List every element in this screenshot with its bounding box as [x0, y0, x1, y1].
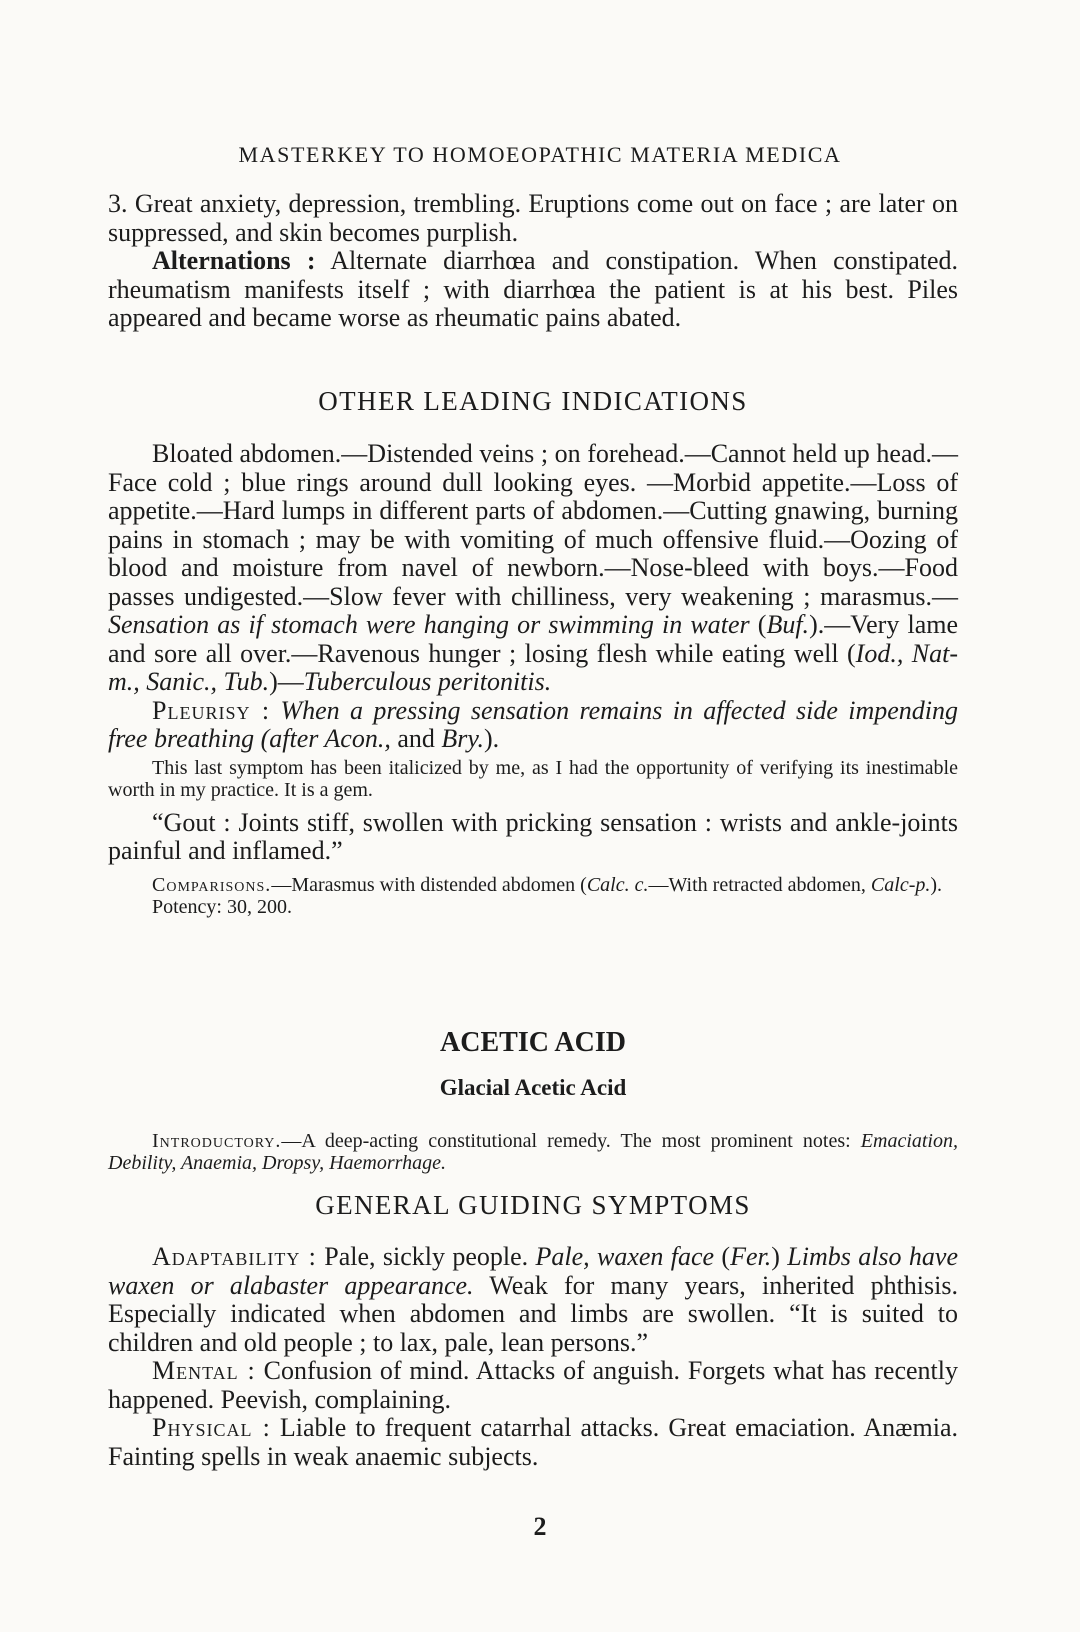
pleurisy-text-2: ).: [483, 724, 500, 753]
section-general-symptoms: [108, 1243, 958, 1471]
remedy-subtitle: Glacial Acetic Acid: [439, 1075, 627, 1100]
adaptability-italic-2: Fer.: [730, 1242, 772, 1271]
introductory-italic: Emaciation, Debility, Anaemia, Dropsy, Haemorrhage.: [108, 1130, 958, 1174]
page-number: 2: [533, 1512, 547, 1541]
adaptability-text-2: (: [714, 1242, 731, 1271]
introductory-paragraph: [108, 1130, 958, 1174]
adaptability-text-3: ): [771, 1242, 788, 1271]
physical-text: Liable to frequent catarrhal attacks. Great emaciation. Anæmia. Fainting spells in weak anaemic subjects.: [108, 1413, 958, 1471]
comparisons-paragraph: [108, 874, 958, 896]
adaptability-label: Adaptability :: [152, 1242, 317, 1271]
symptom-paragraph-3: 3. Great anxiety, depression, trembling. Eruptions come out on face ; are later on suppressed, and skin becomes purplish.: [108, 189, 958, 247]
pleurisy-text-1: and: [390, 724, 442, 753]
alternations-label: Alternations :: [152, 246, 316, 275]
mental-paragraph: [108, 1357, 958, 1414]
section-symptoms-continued: [108, 190, 958, 333]
adaptability-paragraph: [108, 1243, 958, 1357]
other-text-1: Bloated abdomen.—Distended veins ; on forehead.—Cannot held up head.—Face cold ; blue rings around dull looking eyes. —Morbid appetite.—Loss of appetite.—Hard lumps in different parts of abdomen.—Cutting gnawing, burning pains in stomach ; may be with vomiting of much offensive fluid.—Oozing of blood and moisture from navel of newborn.—Nose-bleed with boys.—Food passes undigested.—Slow fever with chilliness, very weakening ; marasmus.—: [108, 439, 958, 611]
gout-quote: “Gout : Joints stiff, swollen with pricking sensation : wrists and ankle-joints painful and inflamed.”: [108, 807, 958, 865]
comparisons-label: Comparisons.: [152, 873, 272, 896]
other-italic-4: Tuberculous peritonitis.: [303, 667, 552, 696]
other-text-2: (: [749, 610, 767, 639]
comparisons-text-2: —With retracted abdomen,: [648, 873, 871, 896]
section-other-indications: [108, 440, 958, 918]
other-italic-2: Buf.: [766, 610, 810, 639]
alternations-paragraph: [108, 247, 958, 333]
comparisons-italic-2: Calc-p.: [870, 873, 931, 896]
mental-label: Mental :: [152, 1356, 256, 1385]
other-text-3: ).—Very lame and sore all over.—Ravenous hunger ; losing flesh while eating well (: [108, 610, 959, 668]
comparisons-italic-1: Calc. c.: [586, 873, 649, 896]
adaptability-italic-3: Limbs also have waxen or alabaster appearance.: [108, 1242, 958, 1300]
comparisons-text-3: ).: [930, 873, 943, 896]
pleurisy-italic-1: When a pressing sensation remains in affected side impending free breathing (: [108, 695, 958, 753]
physical-paragraph: [108, 1414, 958, 1471]
heading-general-guiding-symptoms: GENERAL GUIDING SYMPTOMS: [315, 1190, 751, 1220]
comparisons-text-1: —Marasmus with distended abdomen (: [271, 873, 587, 896]
adaptability-text-4: Weak for many years, inherited phthisis. Especially indicated when abdomen and limbs are swollen. “It is suited to children and old people ; to lax, pale, lean persons.”: [108, 1270, 958, 1357]
pleurisy-paragraph: [108, 697, 958, 754]
mental-text: Confusion of mind. Attacks of anguish. Forgets what has recently happened. Peevish, complaining.: [108, 1356, 958, 1414]
heading-other-leading-indications: OTHER LEADING INDICATIONS: [318, 386, 748, 416]
section-introductory: [108, 1130, 958, 1174]
pleurisy-italic-2: after Acon.,: [269, 724, 391, 753]
potency: Potency: 30, 200.: [152, 895, 292, 918]
other-text-4: )—: [269, 667, 304, 696]
running-header: MASTERKEY TO HOMOEOPATHIC MATERIA MEDICA: [238, 142, 842, 167]
physical-label: Physical :: [152, 1413, 271, 1442]
introductory-label: Introductory.: [152, 1130, 282, 1152]
alternations-text: Alternate diarrhœa and constipation. When constipated. rheumatism manifests itself ; with diarrhœa the patient is at his best. Piles appeared and became worse as rheumatic pains abated.: [108, 246, 958, 332]
author-note: This last symptom has been italicized by me, as I had the opportunity of verifying its inestimable worth in my practice. It is a gem.: [108, 756, 958, 801]
remedy-title: ACETIC ACID: [440, 1027, 626, 1058]
other-italic-3: Iod., Nat-m., Sanic., Tub.: [108, 638, 958, 696]
pleurisy-italic-3: Bry.: [441, 724, 484, 753]
adaptability-text-1: Pale, sickly people.: [316, 1242, 536, 1271]
other-indications-paragraph: [108, 440, 958, 697]
introductory-text: —A deep-acting constitutional remedy. The most prominent notes:: [281, 1130, 861, 1152]
other-italic-1: Sensation as if stomach were hanging or swimming in water: [108, 610, 750, 639]
adaptability-italic-1: Pale, waxen face: [535, 1242, 715, 1271]
pleurisy-label: Pleurisy :: [152, 695, 271, 725]
